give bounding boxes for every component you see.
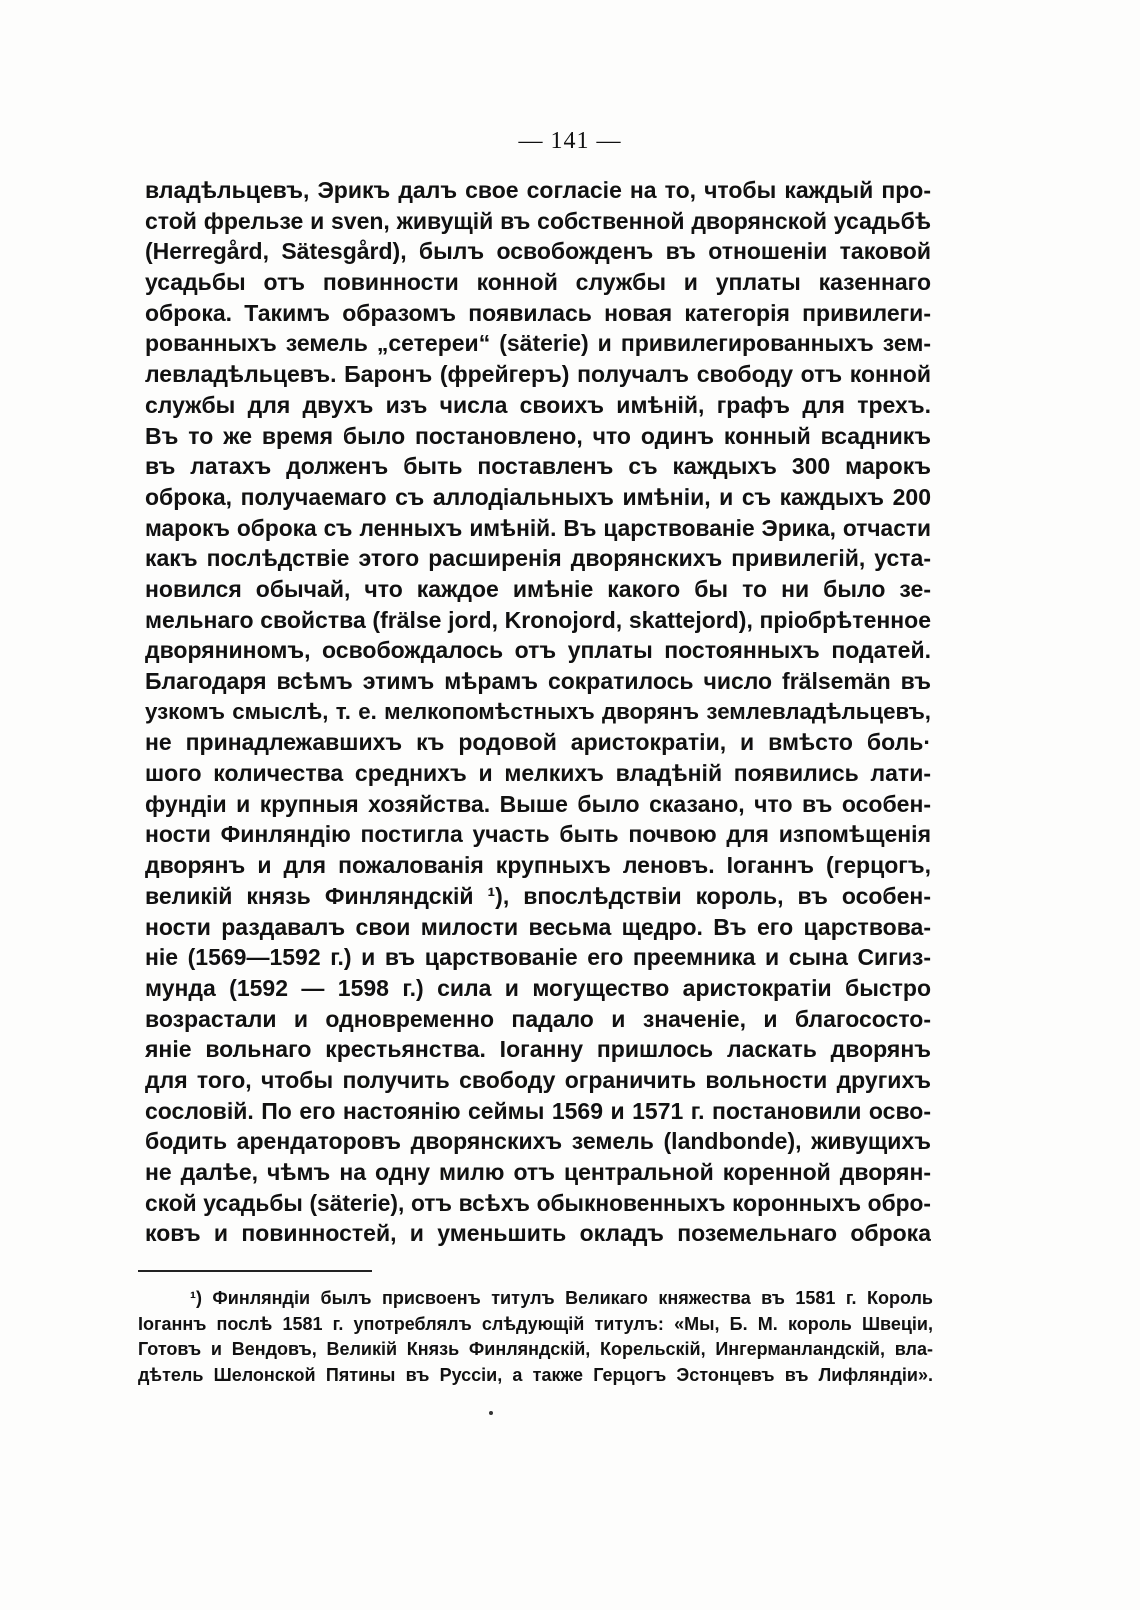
text-line: мунда (1592 — 1598 г.) сила и могущество аристократіи быстро [145,974,931,1001]
text-line: великій князь Финляндскій ¹), впослѣдствіи король, въ особен- [145,882,931,909]
ink-speck [489,1411,493,1415]
text-line: рованныхъ земель „сетереи“ (säterie) и привилегированныхъ зем- [145,330,931,357]
text-line: Въ то же время было постановлено, что одинъ конный всадникъ [145,422,931,449]
text-line: шого количества среднихъ и мелкихъ владѣній появились лати- [145,760,931,787]
text-line: службы для двухъ изъ числа своихъ имѣній, графъ для трехъ. [145,391,931,418]
text-line: не принадлежавшихъ къ родовой аристократіи, и вмѣсто боль· [145,729,931,756]
text-line: ности раздавалъ свои милости весьма щедро. Въ его царствова- [145,913,931,940]
text-line: Благодаря всѣмъ этимъ мѣрамъ сократилось число frälsemän въ [145,668,931,694]
text-line: оброка, получаемаго съ аллодіальныхъ имѣніи, и съ каждыхъ 200 [145,483,931,510]
text-line: фундіи и крупныя хозяйства. Выше было сказано, что въ особен- [145,790,931,817]
text-line: усадьбы отъ повинности конной службы и уплаты казеннаго [145,269,931,296]
text-line: ніе (1569—1592 г.) и въ царствованіе его преемника и сына Сигиз- [145,944,931,971]
text-line: сословій. По его настоянію сеймы 1569 и 1571 г. постановили осво- [145,1097,931,1124]
text-line: дворяниномъ, освобождалось отъ уплаты постоянныхъ податей. [145,637,931,664]
text-line: въ латахъ долженъ быть поставленъ съ каждыхъ 300 марокъ [145,453,931,480]
text-line: марокъ оброка съ ленныхъ имѣній. Въ царствованіе Эрика, отчасти [145,514,931,541]
text-line: мельнаго свойства (frälse jord, Kronojord, skattejord), пріобрѣтенное [145,606,931,633]
text-line: (Herregård, Sätesgård), былъ освобожденъ въ отношеніи таковой [145,238,931,265]
text-line: для того, чтобы получить свободу ограничить вольности другихъ [145,1066,931,1093]
footnote-line: Готовъ и Вендовъ, Великій Князь Финляндскій, Корельскій, Ингерманландскій, вла- [138,1339,933,1359]
footnote-line: дѣтель Шелонской Пятины въ Руссіи, а также Герцогъ Эстонцевъ въ Лифляндіи». [138,1364,933,1385]
footnote-line: Іоганнъ послѣ 1581 г. употреблялъ слѣдующій титулъ: «Мы, Б. М. король Швеціи, [138,1313,933,1334]
text-line: яніе вольнаго крестьянства. Іоганну пришлось ласкать дворянъ [145,1036,931,1063]
text-line: новился обычай, что каждое имѣніе какого бы то ни было зе- [145,575,931,602]
body-text [145,175,931,1249]
footnote-line: ¹) Финляндіи былъ присвоенъ титулъ Великаго княжества въ 1581 г. Король [190,1288,933,1308]
footnotes [138,1286,933,1388]
text-line: не далѣе, чѣмъ на одну милю отъ центральной коренной дворян- [145,1159,931,1185]
text-line: ской усадьбы (säterie), отъ всѣхъ обыкновенныхъ коронныхъ обро- [145,1189,931,1216]
text-line: узкомъ смыслѣ, т. е. мелкопомѣстныхъ дворянъ землевладѣльцевъ, [145,698,931,724]
text-line: бодить арендаторовъ дворянскихъ земель (landbonde), живущихъ [145,1128,931,1155]
text-line: какъ послѣдствіе этого расширенія дворянскихъ привилегій, уста- [145,545,931,572]
page-number: — 141 — [518,128,622,154]
footnote-divider [138,1270,372,1272]
text-line: ности Финляндію постигла участь быть почвою для изпомѣщенія [145,821,931,848]
text-line: стой фрельзе и sven, живущій въ собственной дворянской усадьбѣ [145,207,931,234]
text-line: владѣльцевъ, Эрикъ далъ свое согласіе на то, чтобы каждый про- [145,177,931,203]
text-line: дворянъ и для пожалованія крупныхъ леновъ. Іоганнъ (герцогъ, [145,852,931,879]
text-line: возрастали и одновременно падало и значеніе, и благососто- [145,1005,931,1032]
text-line: ковъ и повинностей, и уменьшить окладъ поземельнаго оброка [145,1220,931,1247]
text-line: оброка. Такимъ образомъ появилась новая категорія привилеги- [145,299,931,326]
text-line: левладѣльцевъ. Баронъ (фрейгеръ) получалъ свободу отъ конной [145,361,931,388]
